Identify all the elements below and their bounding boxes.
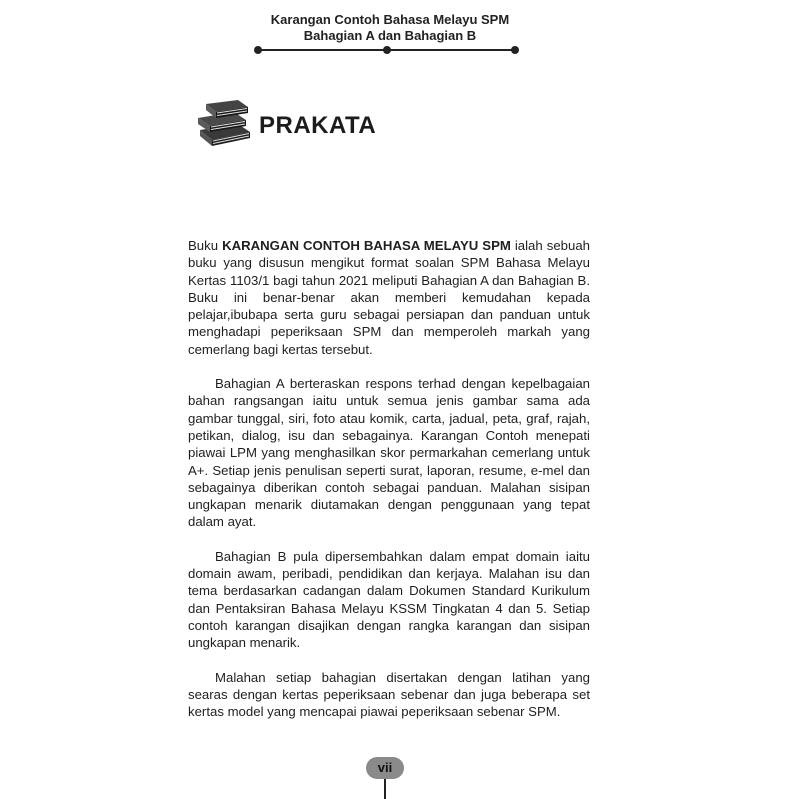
books-icon: [194, 96, 254, 152]
paragraph-1-lead: Buku: [188, 238, 223, 253]
section-title: PRAKATA: [259, 112, 377, 139]
paragraph-1: [188, 237, 590, 358]
header-rule-dot-center: [383, 46, 391, 54]
header-line-1: Karangan Contoh Bahasa Melayu SPM: [270, 12, 510, 27]
paragraph-3: Bahagian B pula dipersembahkan dalam empat domain iaitu domain awam, peribadi, pendidikan dan kerjaya. Malahan isu dan tema berdasarkan cadangan dalam Dokumen Standard Kurikulum dan Pentaksiran Bahasa Melayu KSSM Tingkatan 4 dan 5. Setiap contoh karangan disajikan dengan rangka karangan dan sisipan ungkapan menarik.: [188, 548, 590, 651]
preface-body: [188, 237, 590, 737]
header-rule-dot-right: [511, 46, 519, 54]
running-header: [230, 12, 550, 44]
paragraph-1-rest: ialah sebuah buku yang disusun mengikut format soalan SPM Bahasa Melayu Kertas 1103/1 bagi tahun 2021 meliputi Bahagian A dan Bahagian B. Buku ini benar-benar akan memberi kemudahan kepada pelajar,ibubapa serta guru sebagai persiapan dan panduan untuk menghadapi peperiksaan SPM dan memperoleh markah yang cemerlang bagi kertas tersebut.: [188, 238, 590, 357]
header-rule-dot-left: [254, 46, 262, 54]
header-line-2: Bahagian A dan Bahagian B: [303, 28, 477, 43]
page-number-stem: [384, 779, 386, 799]
book-title-emphasis: KARANGAN CONTOH BAHASA MELAYU SPM: [222, 238, 511, 253]
page-number: vii: [366, 757, 404, 779]
paragraph-2: Bahagian A berteraskan respons terhad dengan kepelbagaian bahan rangsangan iaitu untuk semua jenis gambar sama ada gambar tunggal, siri, foto atau komik, carta, jadual, peta, graf, rajah, petikan, dialog, isu dan sebagainya. Karangan Contoh menepati piawai LPM yang menghasilkan skor permarkahan cemerlang untuk A+. Setiap jenis penulisan seperti surat, laporan, resume, e-mel dan sebagainya diberikan contoh sebagai panduan. Malahan sisipan ungkapan menarik diutamakan dengan penggunaan yang tepat dalam ayat.: [188, 376, 590, 530]
paragraph-4: Malahan setiap bahagian disertakan dengan latihan yang searas dengan kertas peperiksaan sebenar dan juga beberapa set kertas model yang mencapai piawai peperiksaan sebenar SPM.: [188, 669, 590, 720]
